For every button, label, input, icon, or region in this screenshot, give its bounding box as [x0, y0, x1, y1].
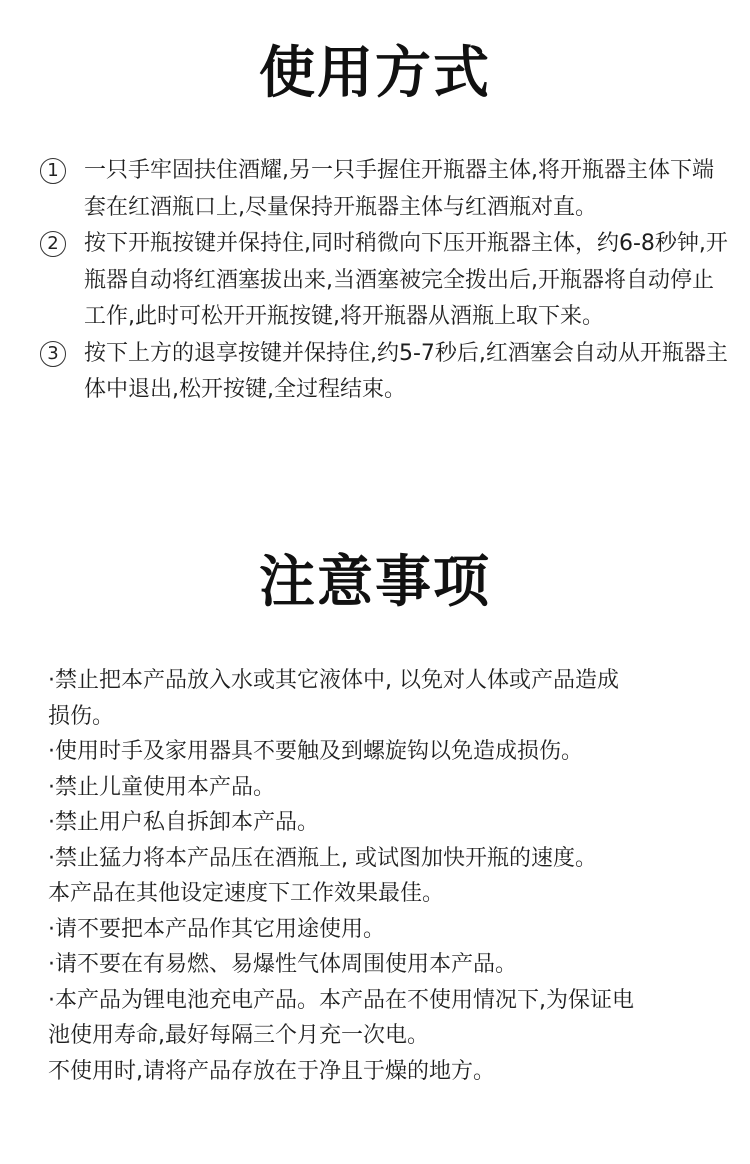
- circled-number-3-icon: 3: [40, 341, 66, 367]
- usage-step-1: [38, 153, 730, 226]
- note-line: 本产品在其他设定速度下工作效果最佳。: [48, 881, 445, 906]
- usage-step-text: 按下上方的退享按键并保持住,约5-7秒后,红酒塞会自动从开瓶器主体中退出,松开按键,全过程结束。: [84, 340, 728, 402]
- note-line: ·使用时手及家用器具不要触及到螺旋钩以免造成损伤。: [48, 739, 583, 764]
- note-line: 池使用寿命,最好每隔三个月充一次电。: [48, 1023, 429, 1048]
- note-line: ·禁止儿童使用本产品。: [48, 774, 275, 800]
- usage-step-2: [38, 226, 730, 336]
- notes-section-title: 注意事项: [259, 550, 491, 615]
- note-line: ·本产品为锂电池充电产品。本产品在不使用情况下,为保证电: [48, 987, 634, 1013]
- usage-step-3: [38, 336, 730, 409]
- circled-number-2-icon: 2: [40, 231, 66, 257]
- note-line: ·禁止把本产品放入水或其它液体中, 以免对人体或产品造成: [48, 668, 619, 693]
- usage-section-title: 使用方式: [259, 41, 491, 106]
- usage-step-text: 一只手牢固扶住酒耀,另一只手握住开瓶器主体,将开瓶器主体下端套在红酒瓶口上,尽量保持开瓶器主体与红酒瓶对直。: [84, 158, 714, 220]
- note-line: ·请不要在有易燃、易爆性气体周围使用本产品。: [48, 952, 517, 977]
- usage-step-text: 按下开瓶按键并保持住,同时稍微向下压开瓶器主体，约6-8秒钟,开瓶器自动将红酒塞拔出来,当酒塞被完全拨出后,开瓶器将自动停止工作,此时可松开开瓶按键,将开瓶器从酒瓶上取下来。: [84, 231, 728, 329]
- note-line: ·请不要把本产品作其它用途使用。: [48, 916, 385, 942]
- note-line: ·禁止猛力将本产品压在酒瓶上, 或试图加快开瓶的速度。: [48, 845, 597, 871]
- notes-list: [48, 663, 728, 1089]
- note-line: 不使用时,请将产品存放在于净且于燥的地方。: [48, 1058, 495, 1084]
- note-line: 损伤。: [48, 703, 115, 729]
- usage-steps-list: [38, 153, 730, 409]
- note-line: ·禁止用户私自拆卸本产品。: [48, 810, 319, 835]
- circled-number-1-icon: 1: [40, 158, 66, 184]
